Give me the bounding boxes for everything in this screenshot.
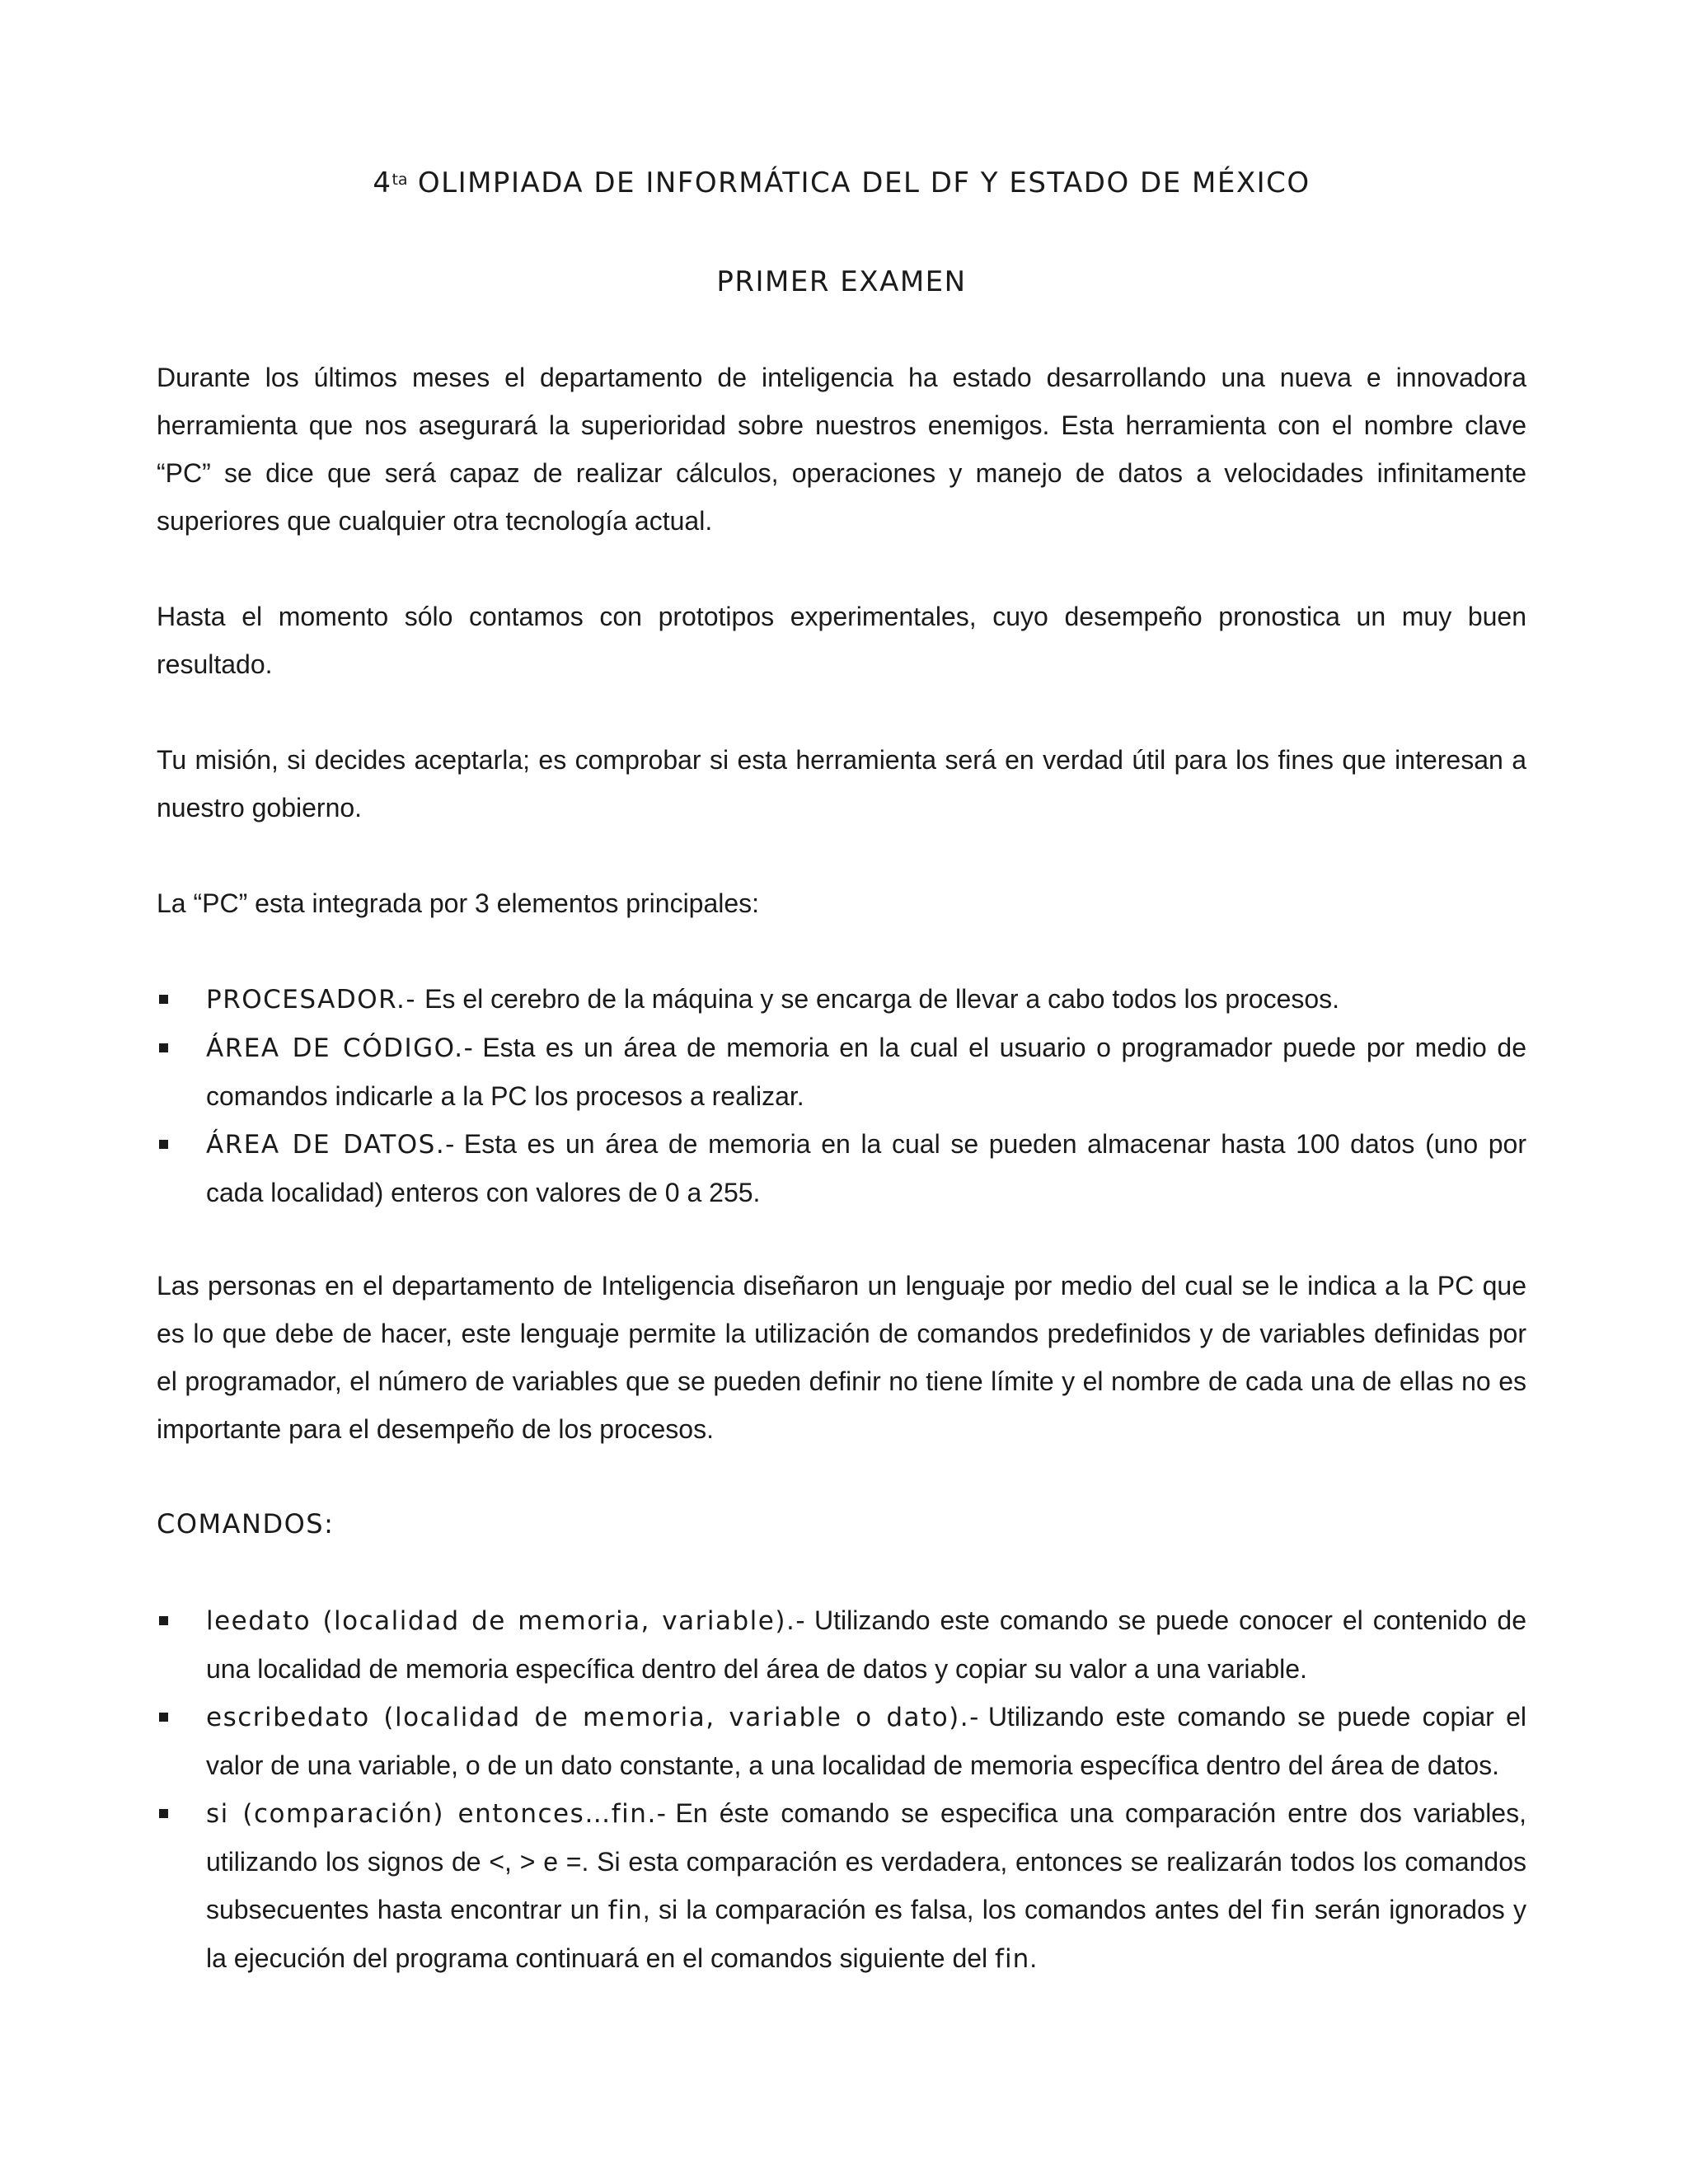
square-bullet-icon bbox=[159, 995, 168, 1004]
element-description: Esta es un área de memoria en la cual el usuario o programador puede por medio de comandos indicarle a la PC los procesos a realizar. bbox=[206, 1033, 1526, 1111]
intro-paragraph-4: La “PC” esta integrada por 3 elementos principales: bbox=[157, 888, 760, 918]
title-number: 4 bbox=[373, 166, 392, 199]
list-item bbox=[157, 1024, 1526, 1120]
square-bullet-icon bbox=[159, 1809, 168, 1818]
command-description: serán ignorados y la ejecución del programa continuará en el comandos siguiente del bbox=[206, 1895, 1527, 1973]
fin-keyword: fin bbox=[1271, 1896, 1306, 1925]
command-term: escribedato (localidad de memoria, variable o dato).- bbox=[206, 1703, 980, 1732]
list-item bbox=[157, 1789, 1526, 1983]
command-term: si (comparación) entonces…fin.- bbox=[206, 1799, 668, 1829]
title-text: OLIMPIADA DE INFORMÁTICA DEL DF Y ESTADO DE MÉXICO bbox=[407, 166, 1311, 199]
command-description: En éste comando se especifica una comparación entre dos variables, utilizando los signos de <, > e =. Si esta comparación es verdadera, entonces se realizarán todos los comandos subsecuentes hasta encontrar un bbox=[206, 1798, 1526, 1924]
command-description: Utilizando este comando se puede conocer el contenido de una localidad de memoria específica dentro del área de datos y copiar su valor a una variable. bbox=[206, 1605, 1526, 1684]
command-description: Utilizando este comando se puede copiar el valor de una variable, o de un dato constante, a una localidad de memoria específica dentro del área de datos. bbox=[206, 1702, 1527, 1780]
elements-list bbox=[157, 975, 1526, 1216]
command-description: . bbox=[1029, 1943, 1038, 1973]
command-description: , si la comparación es falsa, los comandos antes del bbox=[642, 1895, 1272, 1924]
document-title bbox=[157, 166, 1526, 199]
element-term: PROCESADOR.- bbox=[206, 985, 417, 1015]
square-bullet-icon bbox=[159, 1140, 168, 1149]
element-term: ÁREA DE DATOS.- bbox=[206, 1130, 456, 1160]
commands-heading: COMANDOS: bbox=[157, 1508, 335, 1540]
square-bullet-icon bbox=[159, 1713, 168, 1722]
command-term: leedato (localidad de memoria, variable).- bbox=[206, 1606, 807, 1636]
commands-list bbox=[157, 1596, 1526, 1983]
list-item bbox=[157, 1693, 1526, 1789]
fin-keyword: fin bbox=[995, 1944, 1030, 1974]
list-item bbox=[157, 1120, 1526, 1216]
document-subtitle: PRIMER EXAMEN bbox=[716, 265, 967, 298]
square-bullet-icon bbox=[159, 1616, 168, 1625]
intro-paragraph-3: Tu misión, si decides aceptarla; es comprobar si esta herramienta será en verdad útil para los fines que interesan a nuestro gobierno. bbox=[157, 745, 1526, 823]
element-term: ÁREA DE CÓDIGO.- bbox=[206, 1033, 475, 1063]
list-item bbox=[157, 1596, 1526, 1693]
square-bullet-icon bbox=[159, 1043, 168, 1052]
list-item bbox=[157, 975, 1526, 1024]
intro-paragraph-1: Durante los últimos meses el departamento de inteligencia ha estado desarrollando una nueva e innovadora herramienta que nos asegurará la superioridad sobre nuestros enemigos. Esta herramienta con el nombre clave “PC” se dice que será capaz de realizar cálculos, operaciones y manejo de datos a velocidades infinitamente superiores que cualquier otra tecnología actual. bbox=[157, 363, 1526, 536]
language-paragraph: Las personas en el departamento de Inteligencia diseñaron un lenguaje por medio del cual se le indica a la PC que es lo que debe de hacer, este lenguaje permite la utilización de comandos predefinidos y de variables definidas por el programador, el número de variables que se pueden definir no tiene límite y el nombre de cada una de ellas no es importante para el desempeño de los procesos. bbox=[157, 1271, 1526, 1444]
element-description: Esta es un área de memoria en la cual se pueden almacenar hasta 100 datos (uno por cada localidad) enteros con valores de 0 a 255. bbox=[206, 1129, 1526, 1207]
fin-keyword: fin bbox=[607, 1896, 643, 1925]
intro-paragraph-2: Hasta el momento sólo contamos con prototipos experimentales, cuyo desempeño pronostica un muy buen resultado. bbox=[157, 602, 1526, 679]
element-description: Es el cerebro de la máquina y se encarga de llevar a cabo todos los procesos. bbox=[424, 984, 1340, 1014]
title-superscript: ta bbox=[392, 171, 408, 189]
